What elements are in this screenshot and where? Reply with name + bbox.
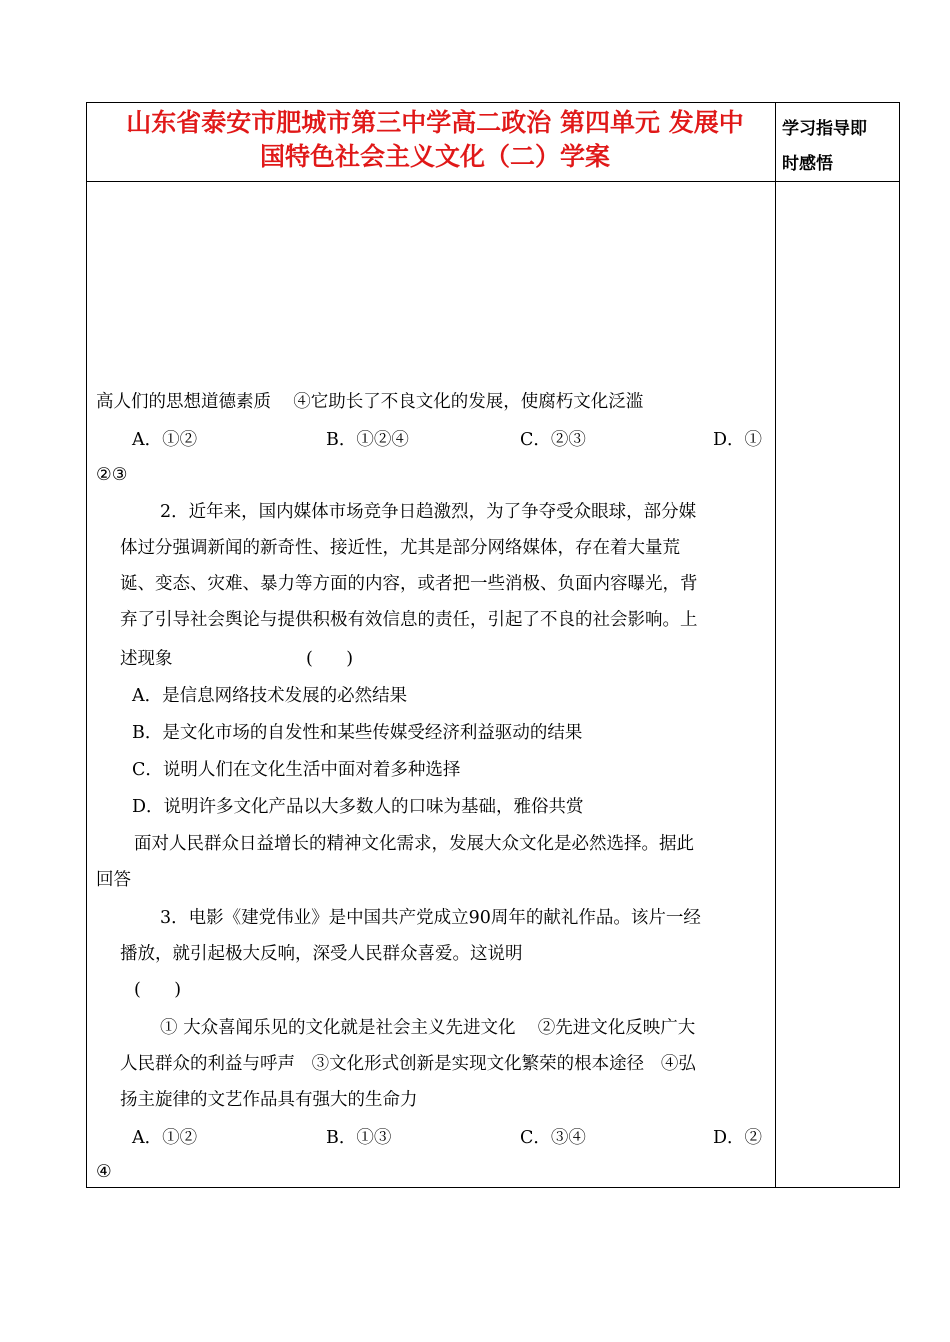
intro-line-1: 面对人民群众日益增长的精神文化需求，发展大众文化是必然选择。据此 (134, 834, 694, 854)
q3-statement-line-1: ① 大众喜闻乐见的文化就是社会主义先进文化 ②先进文化反映广大 (160, 1018, 696, 1038)
q1-option-d-wrap: ②③ (96, 465, 128, 485)
q1-text-tail: 高人们的思想道德素质 ④它助长了不良文化的发展，使腐朽文化泛滥 (96, 392, 644, 412)
q2-line-5: 述现象 ( ) (120, 649, 354, 669)
q2-line-2: 体过分强调新闻的新奇性、接近性，尤其是部分网络媒体，存在着大量荒 (120, 538, 680, 558)
title-line-2: 国特色社会主义文化（二）学案 (259, 142, 610, 171)
q2-option-a: A．是信息网络技术发展的必然结果 (132, 686, 408, 706)
q1-option-a: A．①② (132, 430, 198, 450)
q2-line-4: 弃了引导社会舆论与提供积极有效信息的责任，引起了不良的社会影响。上 (120, 610, 698, 630)
q1-option-b: B．①②④ (326, 430, 409, 450)
header-divider (87, 181, 899, 182)
q3-statement-line-3: 扬主旋律的文艺作品具有强大的生命力 (120, 1090, 418, 1110)
side-column-header (782, 112, 894, 182)
q3-line-1: 3．电影《建党伟业》是中国共产党成立90周年的献礼作品。该片一经 (160, 908, 701, 928)
q3-option-d-wrap: ④ (96, 1162, 112, 1182)
q2-line-3: 诞、变态、灾难、暴力等方面的内容，或者把一些消极、负面内容曝光，背 (120, 574, 698, 594)
q3-line-2: 播放，就引起极大反响，深受人民群众喜爱。这说明 (120, 944, 523, 964)
document-title (100, 106, 770, 174)
q2-option-d: D．说明许多文化产品以大多数人的口味为基础，雅俗共赏 (132, 797, 584, 817)
q3-answer-bracket: ( ) (134, 980, 182, 1000)
q2-option-c: C．说明人们在文化生活中面对着多种选择 (132, 760, 461, 780)
side-header-line-1: 学习指导即 (782, 119, 867, 139)
side-header-line-2: 时感悟 (782, 154, 833, 174)
q3-option-d: D．② (713, 1128, 763, 1148)
q3-option-c: C．③④ (520, 1128, 586, 1148)
column-divider (775, 103, 776, 1187)
q3-option-a: A．①② (132, 1128, 198, 1148)
q2-line-1: 2．近年来，国内媒体市场竞争日趋激烈，为了争夺受众眼球，部分媒 (160, 502, 697, 522)
title-line-1: 山东省泰安市肥城市第三中学高二政治 第四单元 发展中 (126, 108, 744, 137)
q1-option-c: C．②③ (520, 430, 586, 450)
q2-option-b: B．是文化市场的自发性和某些传媒受经济利益驱动的结果 (132, 723, 583, 743)
q1-option-d: D．① (713, 430, 763, 450)
intro-line-2: 回答 (96, 870, 131, 890)
q3-statement-line-2: 人民群众的利益与呼声 ③文化形式创新是实现文化繁荣的根本途径 ④弘 (120, 1054, 696, 1074)
q3-option-b: B．①③ (326, 1128, 392, 1148)
